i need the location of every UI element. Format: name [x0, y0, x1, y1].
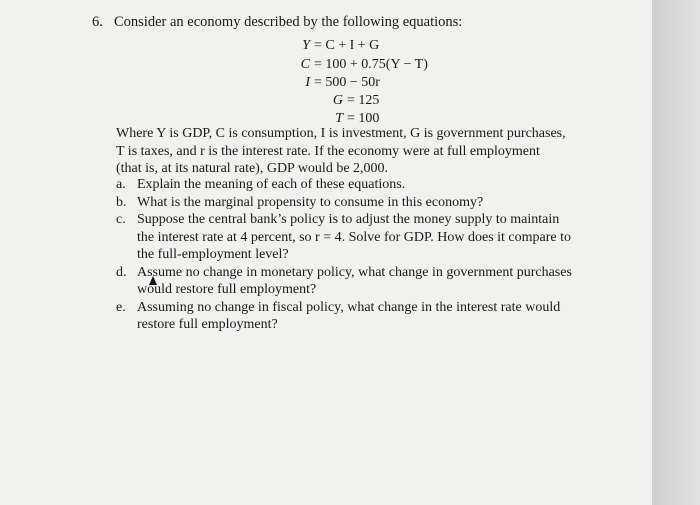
sub-question-d: [116, 264, 576, 299]
sub-question-label: e.: [116, 299, 126, 315]
sub-question-text: What is the marginal propensity to consume in this economy?: [137, 194, 484, 210]
sub-question-text: Suppose the central bank’s policy is to adjust the money supply to maintain the interest rate at 4 percent, so r = 4. Solve for GDP. How does it compare to the full-employment level?: [137, 212, 572, 262]
equation-lhs: T: [335, 111, 343, 126]
sub-question-label: a.: [116, 177, 126, 192]
question-header: [92, 14, 462, 31]
variable-description: Where Y is GDP, C is consumption, I is investment, G is government purchases, T is taxes, and r is the interest rate. If the economy were at full employment (that is, at its natural rate), GDP would be 2,000.: [116, 126, 566, 176]
sub-question-text: Assuming no change in fiscal policy, what change in the interest rate would restore full employment?: [137, 299, 561, 332]
equation-rhs: = 100: [347, 111, 380, 126]
equation-lhs: G: [332, 93, 343, 108]
equation-rhs: = 125: [347, 93, 380, 108]
sub-question-list: [116, 176, 576, 334]
equation-rhs: = 500 − 50r: [314, 75, 380, 90]
sub-question-c: [116, 211, 576, 264]
equation-rhs: = C + I + G: [314, 38, 380, 53]
question-prompt: Consider an economy described by the following equations:: [114, 14, 463, 30]
equation-lhs: I: [305, 75, 310, 90]
sub-question-label: b.: [116, 194, 127, 210]
sub-question-a: [116, 176, 576, 194]
question-number: 6.: [92, 14, 103, 30]
mouse-cursor-icon: [149, 276, 157, 285]
equation-lhs: Y: [302, 38, 310, 53]
equation-lhs: C: [300, 57, 310, 72]
sub-question-e: [116, 299, 576, 334]
sub-question-text: Explain the meaning of each of these equations.: [137, 177, 406, 192]
sub-question-b: [116, 194, 576, 212]
page-edge: [652, 0, 700, 505]
equation-rhs: = 100 + 0.75(Y − T): [314, 57, 428, 72]
sub-question-label: d.: [116, 264, 127, 280]
sub-question-label: c.: [116, 212, 126, 227]
sub-question-text: Assume no change in monetary policy, what change in government purchases would restore full employment?: [137, 264, 572, 297]
